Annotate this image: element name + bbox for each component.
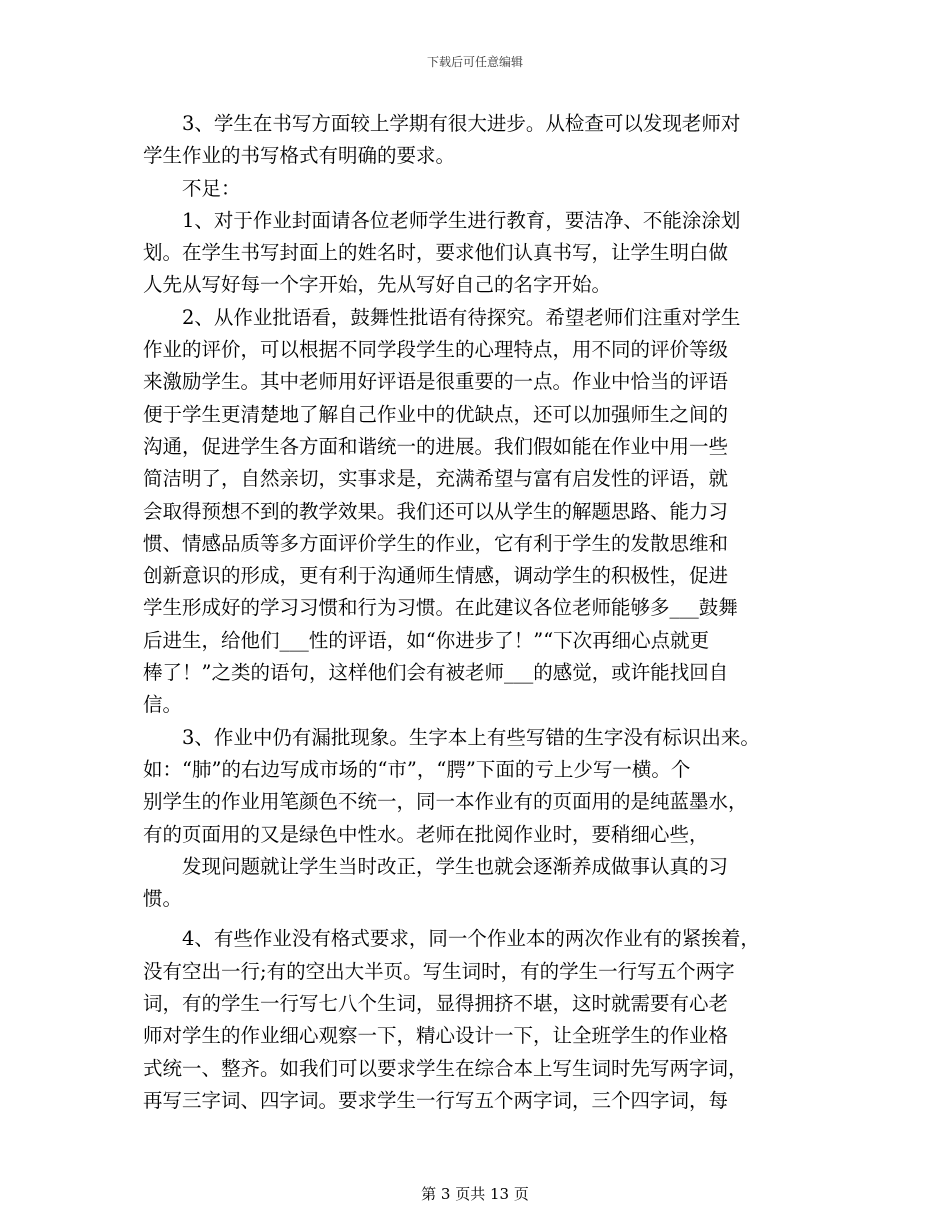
text-line: 词，有的学生一行写七八个生词，显得拥挤不堪，这时就需要有心老 [143,992,729,1016]
text-line: 没有空出一行;有的空出大半页。写生词时，有的学生一行写五个两字 [143,959,735,983]
text-line: 创新意识的形成，更有利于沟通师生情感，调动学生的积极性，促进 [143,564,729,588]
text-line: 划。在学生书写封面上的姓名时，要求他们认真书写，让学生明白做 [143,241,729,265]
page-footer: 第 3 页共 13 页 [421,1185,529,1203]
text-line: 有的页面用的又是绿色中性水。老师在批阅作业时，要稍细心些， [143,822,709,846]
text-line: 人先从写好每一个字开始，先从写好自己的名字开始。 [143,273,612,297]
text-line: 便于学生更清楚地了解自己作业中的优缺点，还可以加强师生之间的 [143,402,729,426]
text-line: 作业的评价，可以根据不同学段学生的心理特点，用不同的评价等级 [143,338,729,362]
text-line: 别学生的作业用笔颜色不统一，同一本作业有的页面用的是纯蓝墨水， [143,790,748,814]
text-line: 3、作业中仍有漏批现象。生字本上有些写错的生字没有标识出来。 [143,725,760,749]
text-line: 2、从作业批语看，鼓舞性批语有待探究。希望老师们注重对学生 [143,305,741,329]
document-body [143,108,823,1117]
text-line: 再写三字词、四字词。要求学生一行写五个两字词，三个四字词，每 [143,1088,729,1112]
text-line: 来激励学生。其中老师用好评语是很重要的一点。作业中恰当的评语 [143,370,729,394]
text-line: 如：“肺”的右边写成市场的“市”，“腭”下面的亏上少写一横。个 [143,757,691,781]
text-line: 后进生，给他们___性的评语，如“你进步了！”“下次再细心点就更 [143,628,710,652]
text-line: 学生形成好的学习习惯和行为习惯。在此建议各位老师能够多___鼓舞 [143,596,738,620]
text-line: 不足： [143,176,241,200]
page-header: 下载后可任意编辑 [426,55,523,69]
text-line: 3、学生在书写方面较上学期有很大进步。从检查可以发现老师对 [143,112,741,135]
text-line: 沟通，促进学生各方面和谐统一的进展。我们假如能在作业中用一些 [143,434,729,458]
text-line: 棒了！”之类的语句，这样他们会有被老师___的感觉，或许能找回自 [143,661,729,685]
text-line: 会取得预想不到的教学效果。我们还可以从学生的解题思路、能力习 [143,499,729,523]
text-line: 发现问题就让学生当时改正，学生也就会逐渐养成做事认真的习 [143,854,729,878]
text-line: 4、有些作业没有格式要求，同一个作业本的两次作业有的紧挨着， [143,927,760,951]
paragraph-gap [143,915,823,923]
text-line: 师对学生的作业细心观察一下，精心设计一下，让全班学生的作业格 [143,1024,729,1048]
text-line: 惯、情感品质等多方面评价学生的作业，它有利于学生的发散思维和 [143,531,729,555]
text-line: 简洁明了，自然亲切，实事求是，充满希望与富有启发性的评语，就 [143,467,729,491]
text-line: 信。 [143,693,183,717]
text-line: 惯。 [143,887,183,911]
text-line: 学生作业的书写格式有明确的要求。 [143,144,456,168]
text-line: 式统一、整齐。如我们可以要求学生在综合本上写生词时先写两字词， [143,1056,748,1080]
text-line: 1、对于作业封面请各位老师学生进行教育，要洁净、不能涂涂划 [143,208,741,232]
